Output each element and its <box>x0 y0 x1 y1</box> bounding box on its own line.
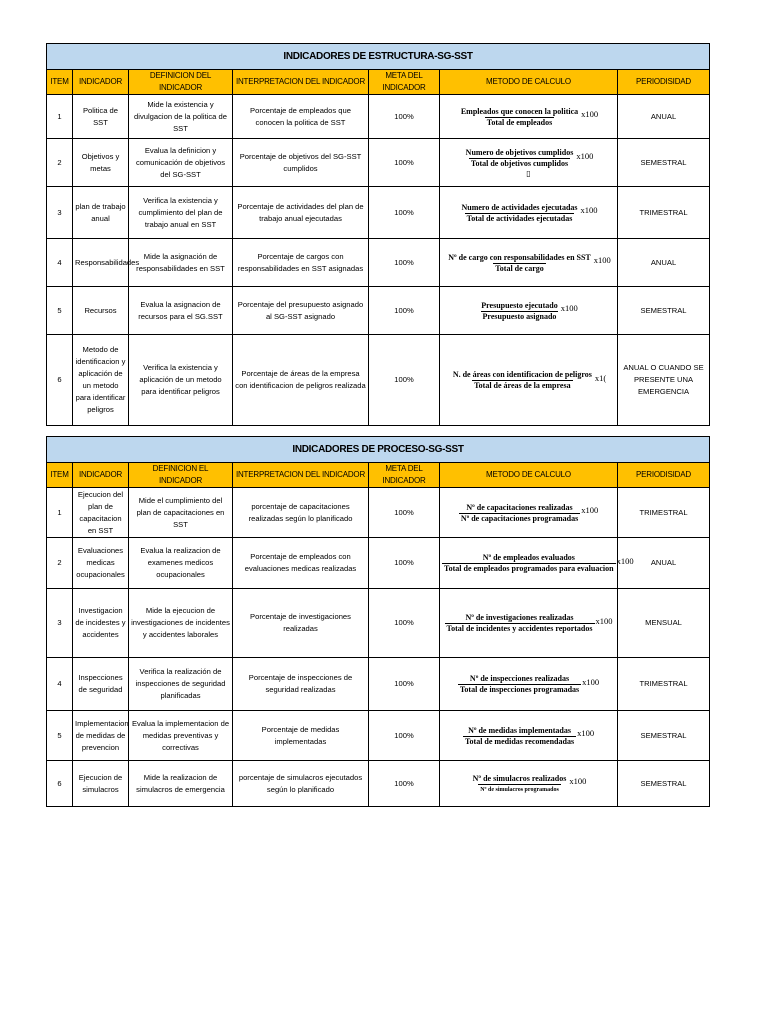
formula-numerator: Nº de simulacros realizados <box>472 773 567 783</box>
formula-denominator: Total de cargo <box>495 263 544 273</box>
indicator-definition: Mide el cumplimiento del plan de capacitaciones en SST <box>129 488 233 538</box>
indicator-definition: Mide la existencia y divulgacion de la politica de SST <box>129 95 233 139</box>
formula-factor: x100 <box>581 505 599 515</box>
item-number: 5 <box>47 287 73 335</box>
formula-factor: x100 <box>576 150 594 161</box>
indicator-interpretation: Porcentaje de empleados que conocen la politica de SST <box>233 95 369 139</box>
indicator-goal: 100% <box>369 488 440 538</box>
table-row <box>47 335 710 426</box>
formula-numerator: Numero de objetivos cumplidos <box>465 148 574 157</box>
indicator-goal: 100% <box>369 187 440 239</box>
formula-numerator: Nº de medidas implementadas <box>468 725 571 735</box>
header-goal: META DEL INDICADOR <box>369 70 440 95</box>
table-row <box>47 711 710 761</box>
indicator-interpretation: Porcentaje de inspecciones de seguridad realizadas <box>233 658 369 711</box>
formula-factor: x100 <box>577 728 595 738</box>
calculation-formula <box>440 239 618 287</box>
table-row <box>47 538 710 589</box>
indicator-definition: Evalua la asignacion de recursos para el SG.SST <box>129 287 233 335</box>
calculation-formula <box>440 711 618 761</box>
indicator-name: Evaluaciones medicas ocupacionales <box>73 538 129 589</box>
header-goal: META DEL INDICADOR <box>369 463 440 488</box>
indicator-goal: 100% <box>369 658 440 711</box>
formula-denominator: Total de medidas recomendadas <box>464 736 575 746</box>
formula-denominator: Total de actividades ejecutadas <box>466 213 573 223</box>
formula-denominator: Presupuesto asignado <box>482 311 557 321</box>
indicator-period: SEMESTRAL <box>618 139 710 187</box>
formula-denominator: Total de inspecciones programadas <box>459 685 580 694</box>
header-definition: DEFINICION DEL INDICADOR <box>129 70 233 95</box>
indicator-name: Responsabilidades <box>73 239 129 287</box>
table-row <box>47 95 710 139</box>
header-indicator: INDICADOR <box>73 463 129 488</box>
formula-denominator: Total de objetivos cumplidos <box>470 159 569 168</box>
table-row <box>47 488 710 538</box>
indicator-period: ANUAL <box>618 239 710 287</box>
table-row <box>47 139 710 187</box>
table-row <box>47 239 710 287</box>
header-method: METODO DE CALCULO <box>440 70 618 95</box>
indicator-goal: 100% <box>369 589 440 658</box>
process-table-title: INDICADORES DE PROCESO-SG-SST <box>47 437 710 463</box>
process-title-row <box>47 437 710 463</box>
indicator-interpretation: Porcentaje de empleados con evaluaciones medicas realizadas <box>233 538 369 589</box>
indicator-name: Politica de SST <box>73 95 129 139</box>
indicator-period: ANUAL <box>618 538 710 589</box>
formula-denominator: Nº de simulacros programados <box>478 784 561 795</box>
indicator-goal: 100% <box>369 761 440 807</box>
calculation-formula <box>440 538 634 589</box>
formula-factor: x100 <box>581 109 599 119</box>
formula-numerator: Empleados que conocen la politica <box>460 106 579 116</box>
indicator-period: SEMESTRAL <box>618 711 710 761</box>
formula-numerator: Numero de actividades ejecutadas <box>461 202 578 212</box>
calculation-formula <box>440 287 618 335</box>
item-number: 1 <box>47 95 73 139</box>
header-period: PERIODISIDAD <box>618 70 710 95</box>
item-number: 6 <box>47 761 73 807</box>
indicator-name: Implementacion de medidas de prevencion <box>73 711 129 761</box>
indicator-interpretation: porcentaje de capacitaciones realizadas según lo planificado <box>233 488 369 538</box>
structure-title-row <box>47 44 710 70</box>
indicator-definition: Mide la ejecucion de investigaciones de incidentes y accidentes laborales <box>129 589 233 658</box>
item-number: 6 <box>47 335 73 426</box>
formula-factor: x100 <box>582 676 600 687</box>
formula-denominator: Total de incidentes y accidentes reportados <box>446 624 593 633</box>
indicator-goal: 100% <box>369 711 440 761</box>
indicator-definition: Verifica la existencia y cumplimiento del plan de trabajo anual en SST <box>129 187 233 239</box>
calculation-formula <box>440 658 618 711</box>
process-indicators-table <box>46 436 710 807</box>
indicator-name: Ejecucion del plan de capacitacion en SST <box>73 488 129 538</box>
item-number: 3 <box>47 187 73 239</box>
structure-indicators-table <box>46 43 710 426</box>
item-number: 1 <box>47 488 73 538</box>
structure-table-title: INDICADORES DE ESTRUCTURA-SG-SST <box>47 44 710 70</box>
item-number: 4 <box>47 239 73 287</box>
indicator-name: Inspecciones de seguridad <box>73 658 129 711</box>
header-indicator: INDICADOR <box>73 70 129 95</box>
indicator-definition: Evalua la realizacion de examenes medicos ocupacionales <box>129 538 233 589</box>
item-number: 2 <box>47 538 73 589</box>
indicator-definition: Verifica la existencia y aplicación de un metodo para identificar peligros <box>129 335 233 426</box>
indicator-name: plan de trabajo anual <box>73 187 129 239</box>
process-header-row <box>47 463 710 488</box>
header-interpretation: INTERPRETACION DEL INDICADOR <box>233 463 369 488</box>
indicator-name: Ejecucion de simulacros <box>73 761 129 807</box>
calculation-formula <box>440 187 618 239</box>
calculation-formula <box>440 95 618 139</box>
structure-header-row <box>47 70 710 95</box>
formula-denominator: Nº de capacitaciones programadas <box>460 513 579 523</box>
table-row <box>47 761 710 807</box>
table-row <box>47 287 710 335</box>
indicator-period: ANUAL O CUANDO SE PRESENTE UNA EMERGENCIA <box>618 335 710 426</box>
formula-factor: x100 <box>560 303 578 313</box>
indicator-interpretation: Porcentaje de áreas de la empresa con identificacion de peligros realizada <box>233 335 369 426</box>
header-method: METODO DE CALCULO <box>440 463 618 488</box>
formula-factor: x100 <box>593 255 611 265</box>
indicator-period: ANUAL <box>618 95 710 139</box>
indicator-name: Recursos <box>73 287 129 335</box>
indicator-interpretation: Porcentaje de cargos con responsabilidades en SST asignadas <box>233 239 369 287</box>
formula-factor: x100 <box>616 555 634 566</box>
indicator-definition: Mide la asignación de responsabilidades en SST <box>129 239 233 287</box>
calculation-formula <box>440 335 618 426</box>
indicator-period: TRIMESTRAL <box>618 658 710 711</box>
header-item: ITEM <box>47 70 73 95</box>
header-period: PERIODISIDAD <box>618 463 710 488</box>
item-number: 4 <box>47 658 73 711</box>
calculation-formula <box>440 139 618 187</box>
indicator-definition: Evalua la definicion y comunicación de objetivos del SG-SST <box>129 139 233 187</box>
table-row <box>47 187 710 239</box>
indicator-interpretation: Porcentaje de medidas implementadas <box>233 711 369 761</box>
indicator-name: Metodo de identificacion y aplicación de un metodo para identificar peligros <box>73 335 129 426</box>
item-number: 2 <box>47 139 73 187</box>
missing-glyph-icon: ▯ <box>526 169 531 178</box>
indicator-goal: 100% <box>369 239 440 287</box>
indicator-period: MENSUAL <box>618 589 710 658</box>
indicator-goal: 100% <box>369 335 440 426</box>
formula-denominator: Total de áreas de la empresa <box>474 381 571 390</box>
indicator-goal: 100% <box>369 139 440 187</box>
indicator-name: Investigacion de incidestes y accidentes <box>73 589 129 658</box>
header-interpretation: INTERPRETACION DEL INDICADOR <box>233 70 369 95</box>
indicator-definition: Evalua la implementacion de medidas preventivas y correctivas <box>129 711 233 761</box>
indicator-period: TRIMESTRAL <box>618 488 710 538</box>
calculation-formula <box>440 761 618 807</box>
formula-denominator: Total de empleados <box>486 117 553 127</box>
table-row <box>47 589 710 658</box>
indicator-period: TRIMESTRAL <box>618 187 710 239</box>
item-number: 3 <box>47 589 73 658</box>
header-item: ITEM <box>47 463 73 488</box>
calculation-formula <box>440 589 618 658</box>
indicator-interpretation: Porcentaje de investigaciones realizadas <box>233 589 369 658</box>
indicator-definition: Mide la realizacion de simulacros de emergencia <box>129 761 233 807</box>
indicator-goal: 100% <box>369 287 440 335</box>
formula-numerator: Nº de investigaciones realizadas <box>465 613 574 622</box>
formula-factor: x100 <box>580 205 598 215</box>
indicator-period: SEMESTRAL <box>618 287 710 335</box>
table-row <box>47 658 710 711</box>
formula-numerator: Nº de empleados evaluados <box>482 553 575 562</box>
formula-numerator: Nº de capacitaciones realizadas <box>466 502 573 512</box>
formula-denominator: Total de empleados programados para evaluacion <box>444 564 614 573</box>
formula-factor: x1( <box>594 372 607 383</box>
formula-numerator: N. de áreas con identificacion de peligros <box>452 370 592 379</box>
item-number: 5 <box>47 711 73 761</box>
formula-numerator: Nº de cargo con responsabilidades en SST <box>448 252 591 262</box>
calculation-formula <box>440 488 618 538</box>
header-definition: DEFINICION EL INDICADOR <box>129 463 233 488</box>
indicator-interpretation: Porcentaje de objetivos del SG-SST cumplidos <box>233 139 369 187</box>
formula-numerator: Presupuesto ejecutado <box>481 300 558 310</box>
formula-factor: x100 <box>569 776 587 786</box>
formula-numerator: Nº de inspecciones realizadas <box>469 674 570 683</box>
indicator-name: Objetivos y metas <box>73 139 129 187</box>
indicator-period: SEMESTRAL <box>618 761 710 807</box>
indicator-interpretation: Porcentaje de actividades del plan de trabajo anual ejecutadas <box>233 187 369 239</box>
formula-factor: x100 <box>595 615 613 626</box>
indicator-definition: Verifica la realización de inspecciones de seguridad planificadas <box>129 658 233 711</box>
indicator-interpretation: porcentaje de simulacros ejecutados según lo planificado <box>233 761 369 807</box>
indicator-goal: 100% <box>369 95 440 139</box>
indicator-interpretation: Porcentaje del presupuesto asignado al SG-SST asignado <box>233 287 369 335</box>
indicator-goal: 100% <box>369 538 440 589</box>
